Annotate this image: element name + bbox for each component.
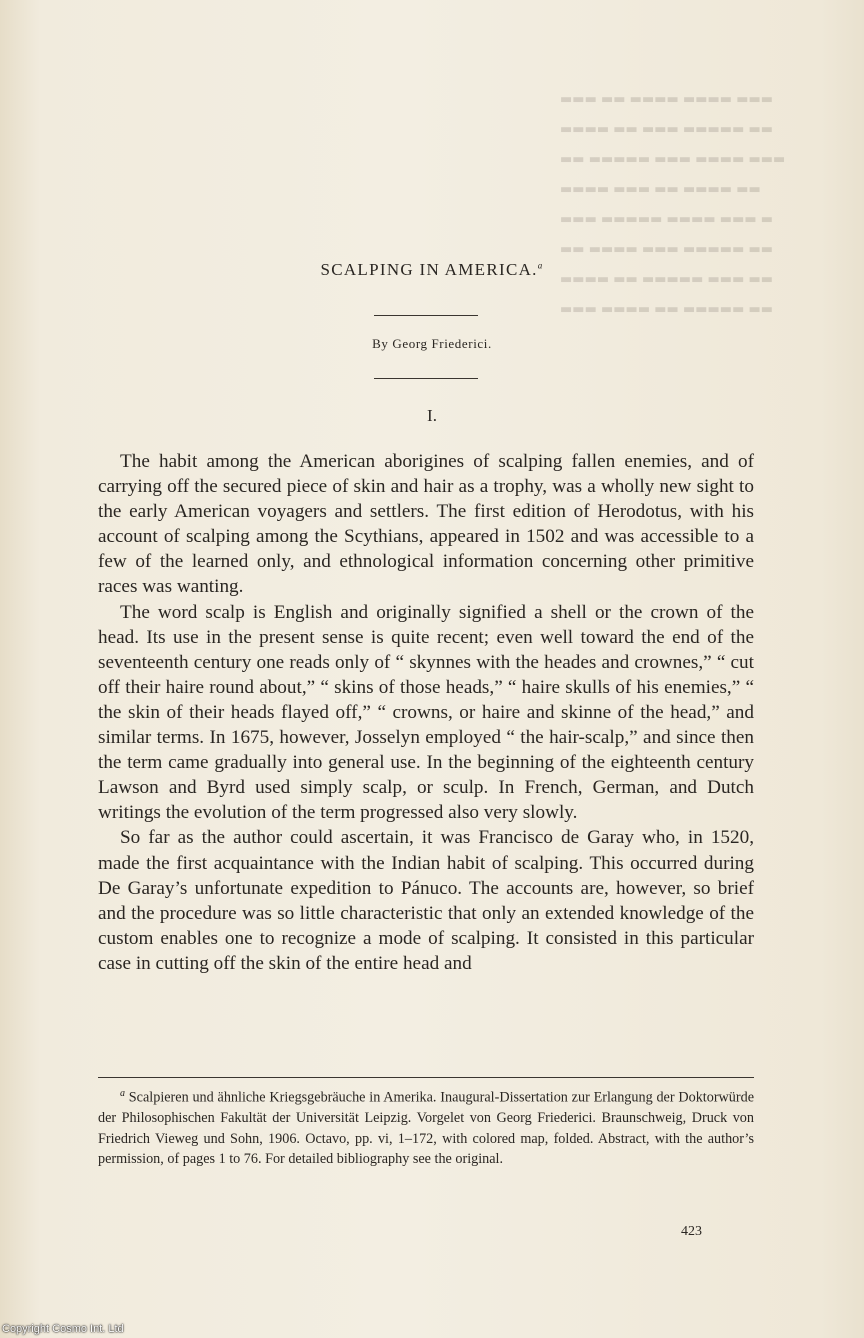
byline-rule xyxy=(374,378,478,379)
page-number: 423 xyxy=(681,1224,702,1239)
footnote-mark: a xyxy=(120,1088,125,1099)
article-title: SCALPING IN AMERICA.$^a$ xyxy=(320,260,544,279)
section-number: I. xyxy=(427,406,437,425)
author-byline: By Georg Friederici. xyxy=(372,336,492,351)
copyright-watermark: Copyright Cosmo Int. Ltd xyxy=(2,1323,124,1335)
title-footnote-mark: a xyxy=(537,260,544,271)
show-through-text: ▬▬▬ ▬▬ ▬▬▬▬ ▬▬▬▬ ▬▬▬ ▬▬▬▬ ▬▬ ▬▬▬ ▬▬▬▬▬ ▬▬ ▬▬ ▬▬▬▬▬ ▬▬▬ ▬▬▬▬ ▬▬▬ ▬▬▬▬ ▬▬▬ ▬▬ ▬▬▬▬ ▬▬ ▬▬▬ ▬▬▬▬▬ ▬▬▬▬ ▬▬▬ ▬ ▬▬ ▬▬▬▬ ▬▬▬ ▬▬▬▬▬ ▬▬ ▬▬▬▬ ▬▬ ▬▬▬▬▬ ▬▬▬ ▬▬ ▬▬▬ ▬▬▬▬ ▬▬ ▬▬▬▬▬ ▬▬ xyxy=(560,92,786,317)
paragraph: So far as the author could ascertain, it was Francisco de Garay who, in 1520, made the first acquaintance with the Indian habit of scalping. This occurred during De Garay’s unfortunate expedition to Pánuco. The accounts are, however, so brief and the procedure was so little characteristic that only an extended knowledge of the custom enables one to recognize a mode of scalping. It consisted in this particular case in cutting off the skin of the entire head and xyxy=(98,827,754,974)
paragraph: The habit among the American aborigines of scalping fallen enemies, and of carrying off the secured piece of skin and hair as a trophy, was a wholly new sight to the early American voyagers and settlers. The first edition of Herodotus, with his account of scalping among the Scythians, appeared in 1502 and was accessible to a few of the learned only, and ethnological information concerning other primitive races was wanting. xyxy=(98,451,754,598)
footnote-text: Scalpieren und ähnliche Kriegsgebräuche in Amerika. Inaugural-Dissertation zur Erlangung der Doktorwürde der Philosophischen Fakultät der Universität Leipzig. Vorgelet von Georg Friederici. Braunschweig, Druck von Friedrich Vieweg und Sohn, 1906. Octavo, pp. vi, 1–172, with colored map, folded. Abstract, with the author’s permission, of pages 1 to 76. For detailed bibliography see the original. xyxy=(98,1089,755,1168)
paragraph: The word scalp is English and originally signified a shell or the crown of the head. Its use in the present sense is quite recent; even well toward the end of the seventeenth century one reads only of “ skynnes with the heades and crownes,” “ cut off their haire round about,” “ skins of those heads,” “ haire skulls of his enemies,” “ the skin of their heads flayed off,” “ crowns, or haire and skinne of the head,” and similar terms. In 1675, however, Josselyn employed “ the hair-scalp,” and since then the term came gradually into general use. In the beginning of the eighteenth century Lawson and Byrd used simply scalp, or sculp. In French, German, and Dutch writings the evolution of the term progressed also very slowly. xyxy=(98,601,754,824)
footnote xyxy=(98,1084,754,1170)
title-rule xyxy=(374,315,478,316)
article-body xyxy=(98,449,754,976)
footnote-rule xyxy=(98,1077,754,1078)
